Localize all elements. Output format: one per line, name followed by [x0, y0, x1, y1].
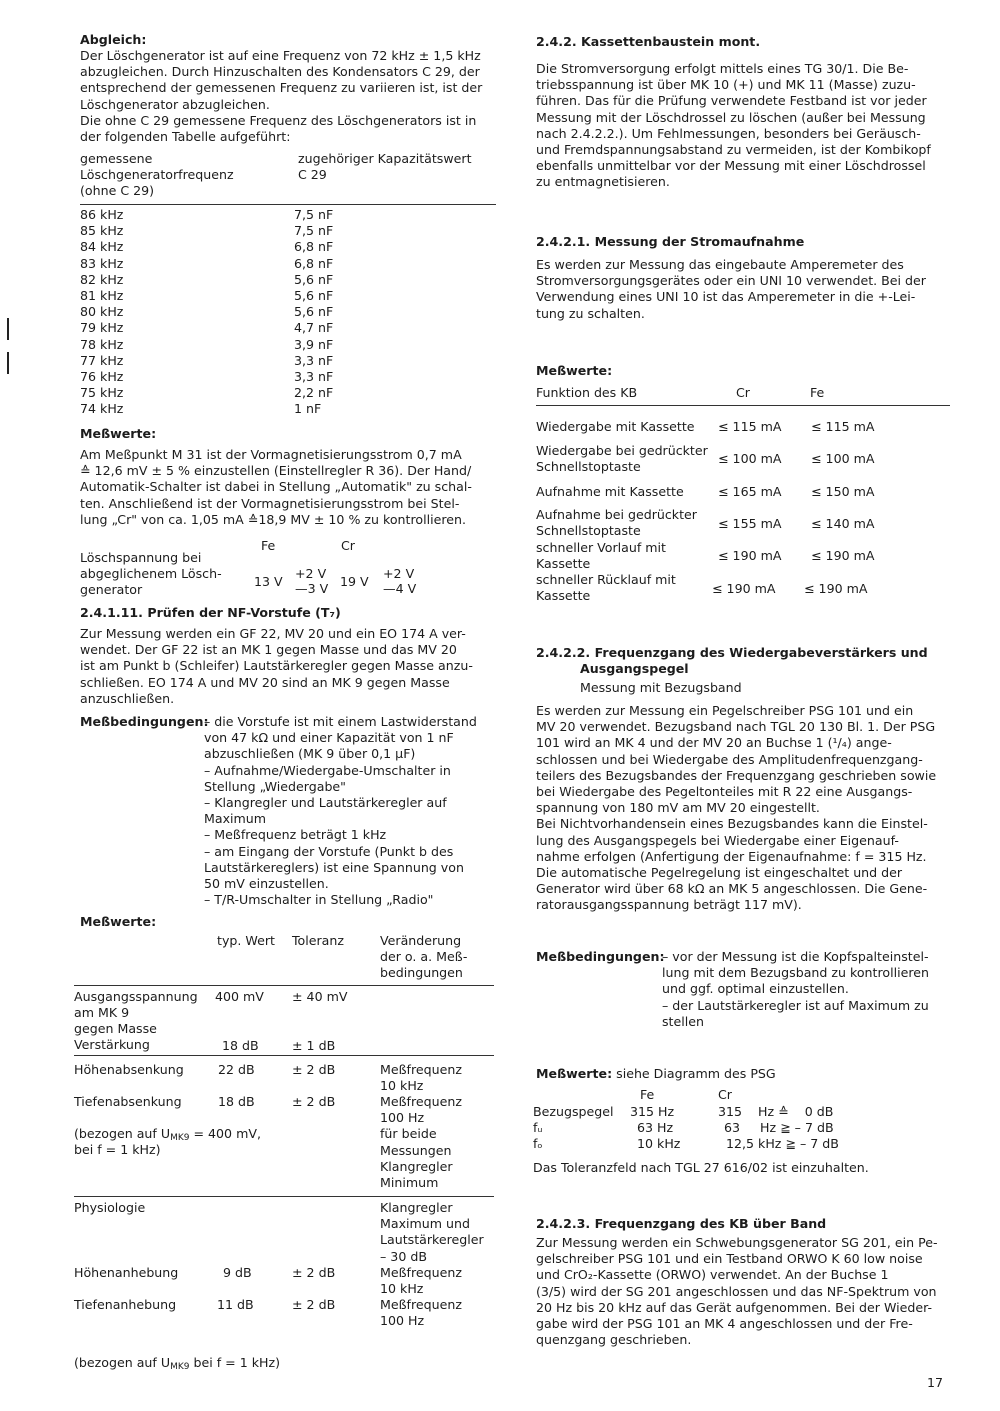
nf-row-physio-label: Physiologie [74, 1200, 146, 1215]
nf-bezogen-1: (bezogen auf $U_{MK9} = 400$ mV, [74, 1126, 261, 1143]
loesch-col-cr: Cr [341, 538, 355, 553]
nf-bed-label: Meßbedingungen: [80, 714, 209, 729]
freq-bed-list: – vor der Messung ist die Kopfspalteinstel- lung mit dem Bezugsband zu kontrollieren und ggf. optimal einzustellen. – der Lautstärkeregler ist auf Maximum zu stellen [662, 949, 929, 1029]
abgleich-text: Der Löschgenerator ist auf eine Frequenz von 72 kHz ± 1,5 kHz abzugleichen. Durch Hinzuschalten des Kondensators C 29, der entsprechend der gemessenen Frequenz zu variieren ist, ist der Löschgenerator abzugleichen. Die ohne C 29 gemessene Frequenz des Löschgenerators ist in der folgenden Tabelle aufgeführt: [80, 48, 483, 144]
table-row: Wiedergabe mit Kassette [536, 419, 695, 434]
nf-col-tol: Toleranz [292, 933, 344, 948]
table-cell: 7,5 nF [294, 223, 334, 239]
table-cell: 1 nF [294, 401, 322, 417]
freq-table-capacities [294, 207, 333, 417]
table-cell: 7,5 nF [294, 207, 334, 222]
margin-mark [7, 318, 9, 340]
kass-text: Die Stromversorgung erfolgt mittels eines TG 30/1. Die Be- triebsspannung ist über MK 10 (+) und MK 11 (Masse) zuzu- führen. Das für die Prüfung verwendete Festband ist vor jeder Messung mit der Löschdrossel zu löschen (außer bei Messung nach 2.4.2.2.). Um Fehlmessungen, besonders bei Geräusch- und Fremdspannungsabstand zu vermeiden, ist der Kombikopf ebenfalls unmittelbar vor der Messung mit einer Löschdrossel zu entmagnetisieren. [536, 61, 931, 190]
freq-col-fe: Fe [640, 1087, 655, 1102]
nf-row-tiefan-typ: 11 dB [217, 1297, 254, 1312]
nf-row-tiefan-label: Tiefenanhebung [74, 1297, 177, 1312]
band-text: Zur Messung werden ein Schwebungsgenerator SG 201, ein Pe- gelschreiber PSG 101 und ein Testband ORWO K 60 low noise und CrO₂-Kassette (ORWO) verwendet. An der Buchse 1 (3/5) wird der SG 201 angeschlossen und das NF-Spektrum von 20 Hz bis 20 kHz auf das Gerät aufgenommen. Bei der Wieder- gabe wird der PSG 101 an MK 4 angeschlossen und der Fre- quenzgang geschrieben. [536, 1235, 938, 1348]
table-cell: ≤ 165 mA [718, 484, 782, 499]
nf-col-ver: Veränderung der o. a. Meß- bedingungen [380, 933, 468, 981]
freq-fu-fe: 63 Hz [637, 1120, 674, 1135]
nf-table-rule-mid1 [74, 1055, 494, 1056]
freq-pegel-cr: 315 Hz ≙ 0 dB [718, 1104, 834, 1119]
loesch-label: Löschspannung bei abgeglichenem Lösch- generator [80, 550, 222, 598]
table-cell: ≤ 115 mA [718, 419, 782, 434]
strom-heading: 2.4.2.1. Messung der Stromaufnahme [536, 234, 805, 249]
nf-row-verst-label: Verstärkung [74, 1037, 150, 1052]
freq-pegel-label: Bezugspegel [533, 1104, 614, 1119]
nf-bezogen-1b: bei f = 1 kHz) [74, 1142, 161, 1157]
table-row: Aufnahme mit Kassette [536, 484, 684, 499]
table-cell: 3,9 nF [294, 336, 334, 352]
table-cell: 5,6 nF [294, 304, 334, 320]
table-cell: 2,2 nF [294, 385, 334, 401]
nf-mess-label: Meßwerte: [80, 914, 157, 929]
table-cell: ≤ 100 mA [718, 451, 782, 466]
nf-bed-list: – die Vorstufe ist mit einem Lastwiderstand von 47 kΩ und einer Kapazität von 1 nF abzuschließen (MK 9 über 0,1 µF) – Aufnahme/Wiedergabe-Umschalter in Stellung „Wiedergabe" – Klangregler und Lautstärkeregler auf Maximum – Meßfrequenz beträgt 1 kHz – am Eingang der Vorstufe (Punkt b des Lautstärkereglers) ist eine Spannung von 50 mV einzustellen. – T/R-Umschalter in Stellung „Radio" [204, 714, 477, 908]
freq-table-header-right: zugehöriger Kapazitätswert C 29 [298, 151, 472, 183]
freq-pegel-fe: 315 Hz [630, 1104, 675, 1119]
margin-mark [7, 352, 9, 374]
table-cell: 6,8 nF [294, 239, 334, 255]
nf-col-typ: typ. Wert [217, 933, 275, 948]
freq-heading-2: Ausgangspegel [580, 661, 689, 676]
freq-subheading: Messung mit Bezugsband [580, 680, 742, 695]
nf-row-hoehab-typ: 22 dB [218, 1062, 255, 1077]
nf-row-ausgang-label: Ausgangsspannung am MK 9 gegen Masse [74, 989, 198, 1037]
loesch-cr-plus: +2 V [383, 566, 415, 581]
table-cell: 3,3 nF [294, 352, 334, 368]
nf-row-verst-tol: ± 1 dB [292, 1038, 336, 1053]
nf-row-hoehan-ver: Meßfrequenz 10 kHz [380, 1265, 462, 1297]
table-cell: ≤ 100 mA [811, 451, 875, 466]
loesch-col-fe: Fe [261, 538, 276, 553]
table-cell: 74 kHz [80, 401, 124, 417]
freq-fu-cr: 63 Hz ≧ – 7 dB [724, 1120, 834, 1135]
freq-fu-label: fᵤ [533, 1120, 543, 1135]
nf-row-ausgang-tol: ± 40 mV [292, 989, 348, 1004]
table-cell: 86 kHz [80, 207, 124, 222]
table-cell: 83 kHz [80, 255, 124, 271]
freq-heading-1: 2.4.2.2. Frequenzgang des Wiedergabeverstärkers und [536, 645, 928, 660]
abgleich-heading: Abgleich: [80, 32, 147, 47]
mess-col-fe: Fe [810, 385, 825, 400]
nf-row-physio-ver: Klangregler Maximum und Lautstärkeregler – 30 dB [380, 1200, 484, 1264]
mess-col-cr: Cr [736, 385, 750, 400]
table-row: schneller Vorlauf mit Kassette [536, 540, 666, 572]
table-cell: 76 kHz [80, 368, 124, 384]
nf-row-hoehab-tol: ± 2 dB [292, 1062, 336, 1077]
table-cell: 84 kHz [80, 239, 124, 255]
freq-text: Es werden zur Messung ein Pegelschreiber PSG 101 und ein MV 20 verwendet. Bezugsband nach TGL 20 130 Bl. 1. Der PSG 101 wird an MK 4 und der MV 20 an Buchse 1 (¹/₄) ange- schlossen und bei Wiedergabe des Amplitudenfrequenzgang- teilers des Bezugsbandes der Frequenzgang geschrieben sowie bei Wiedergabe des Pegeltonteiles mit R 22 eine Ausgangs- spannung von 180 mV am MV 20 eingestellt. Bei Nichtvorhandensein eines Bezugsbandes kann die Einstel- lung des Ausgangspegels bei Wiedergabe einer Eigenauf- nahme erfolgen (Anfertigung der Eigenaufnahme: f = 315 Hz. Die automatische Pegelregelung ist eingeschaltet und der Generator wird über 68 kΩ an MK 5 angeschlossen. Die Gene- ratorausgangsspannung beträgt 117 mV). [536, 703, 937, 913]
freq-table-frequencies [80, 207, 123, 417]
table-cell: ≤ 190 mA [718, 548, 782, 563]
table-cell: 77 kHz [80, 352, 124, 368]
kass-heading: 2.4.2. Kassettenbaustein mont. [536, 34, 761, 49]
table-row: Aufnahme bei gedrückter Schnellstoptaste [536, 507, 697, 539]
table-cell: ≤ 115 mA [811, 419, 875, 434]
table-cell: 75 kHz [80, 385, 124, 401]
mess-col-fn: Funktion des KB [536, 385, 638, 400]
loesch-fe-value: 13 V [254, 574, 283, 589]
messwerte-heading: Meßwerte: [80, 426, 157, 441]
table-cell: ≤ 190 mA [811, 548, 875, 563]
table-cell: 85 kHz [80, 223, 124, 239]
loesch-fe-minus: —3 V [295, 581, 329, 596]
table-cell: 80 kHz [80, 304, 124, 320]
freq-fo-label: fₒ [533, 1136, 543, 1151]
nf-row-hoehan-tol: ± 2 dB [292, 1265, 336, 1280]
nf-table-rule-top [74, 985, 494, 986]
loesch-fe-plus: +2 V [295, 566, 327, 581]
table-row: schneller Rücklauf mit Kassette [536, 572, 676, 604]
table-cell: ≤ 190 mA [712, 581, 776, 596]
band-heading: 2.4.2.3. Frequenzgang des KB über Band [536, 1216, 827, 1231]
nf-row-verst-typ: 18 dB [222, 1038, 259, 1053]
freq-mess-line: Meßwerte: siehe Diagramm des PSG [536, 1066, 776, 1081]
table-cell: ≤ 140 mA [811, 516, 875, 531]
freq-table-rule [80, 204, 496, 205]
mess-table-rule [536, 405, 950, 406]
freq-col-cr: Cr [718, 1087, 732, 1102]
table-cell: 78 kHz [80, 336, 124, 352]
nf-row-tiefab-ver: Meßfrequenz 100 Hz für beide Messungen Klangregler Minimum [380, 1094, 462, 1190]
nf-table-rule-mid2 [74, 1196, 494, 1197]
freq-table-header-left: gemessene Löschgeneratorfrequenz (ohne C 29) [80, 151, 234, 199]
freq-fo-cr: 12,5 kHz ≧ – 7 dB [726, 1136, 839, 1151]
mess-table-heading: Meßwerte: [536, 363, 613, 378]
nf-row-hoehab-label: Höhenabsenkung [74, 1062, 184, 1077]
table-cell: 6,8 nF [294, 255, 334, 271]
nf-row-hoehan-label: Höhenanhebung [74, 1265, 179, 1280]
table-cell: 4,7 nF [294, 320, 334, 336]
table-cell: ≤ 150 mA [811, 484, 875, 499]
nf-row-tiefan-tol: ± 2 dB [292, 1297, 336, 1312]
table-cell: 3,3 nF [294, 368, 334, 384]
freq-fo-fe: 10 kHz [637, 1136, 681, 1151]
table-cell: 82 kHz [80, 271, 124, 287]
freq-toleranz: Das Toleranzfeld nach TGL 27 616/02 ist einzuhalten. [533, 1160, 869, 1175]
messwerte-text: Am Meßpunkt M 31 ist der Vormagnetisierungsstrom 0,7 mA ≙ 12,6 mV ± 5 % einzustellen (Einstellregler R 36). Der Hand/ Automatik-Schalter ist dabei in Stellung „Automatik" zu schal- ten. Anschließend ist der Vormagnetisierungsstrom bei Stel- lung „Cr" von ca. 1,05 mA ≙18,9 MV ± 10 % zu kontrollieren. [80, 447, 472, 527]
table-cell: ≤ 155 mA [718, 516, 782, 531]
table-cell: 79 kHz [80, 320, 124, 336]
nf-heading: 2.4.1.11. Prüfen der NF-Vorstufe (T₇) [80, 605, 341, 620]
freq-bed-label: Meßbedingungen: [536, 949, 665, 964]
nf-row-ausgang-typ: 400 mV [215, 989, 264, 1004]
nf-row-hoehab-ver: Meßfrequenz 10 kHz [380, 1062, 462, 1094]
nf-row-tiefan-ver: Meßfrequenz 100 Hz [380, 1297, 462, 1329]
nf-bezogen-2: (bezogen auf $U_{MK9}$ bei f = 1 kHz) [74, 1355, 281, 1372]
nf-row-hoehan-typ: 9 dB [223, 1265, 252, 1280]
table-cell: 81 kHz [80, 287, 124, 303]
strom-text: Es werden zur Messung das eingebaute Amperemeter des Stromversorgungsgerätes oder ein UNI 10 verwendet. Bei der Verwendung eines UNI 10 ist das Amperemeter in die +-Lei- tung zu schalten. [536, 257, 926, 321]
table-cell: 5,6 nF [294, 287, 334, 303]
nf-text: Zur Messung werden ein GF 22, MV 20 und ein EO 174 A ver- wendet. Der GF 22 ist an MK 1 gegen Masse und das MV 20 ist am Punkt b (Schleifer) Lautstärkeregler gegen Masse anzu- schließen. EO 174 A und MV 20 sind an MK 9 gegen Masse anzuschließen. [80, 626, 473, 706]
loesch-cr-value: 19 V [340, 574, 369, 589]
table-cell: 5,6 nF [294, 271, 334, 287]
table-row: Wiedergabe bei gedrückter Schnellstoptaste [536, 443, 708, 475]
nf-row-tiefab-tol: ± 2 dB [292, 1094, 336, 1109]
nf-row-tiefab-label: Tiefenabsenkung [74, 1094, 182, 1109]
table-cell: ≤ 190 mA [804, 581, 868, 596]
page-number: 17 [927, 1375, 944, 1390]
loesch-cr-minus: —4 V [383, 581, 417, 596]
nf-row-tiefab-typ: 18 dB [218, 1094, 255, 1109]
